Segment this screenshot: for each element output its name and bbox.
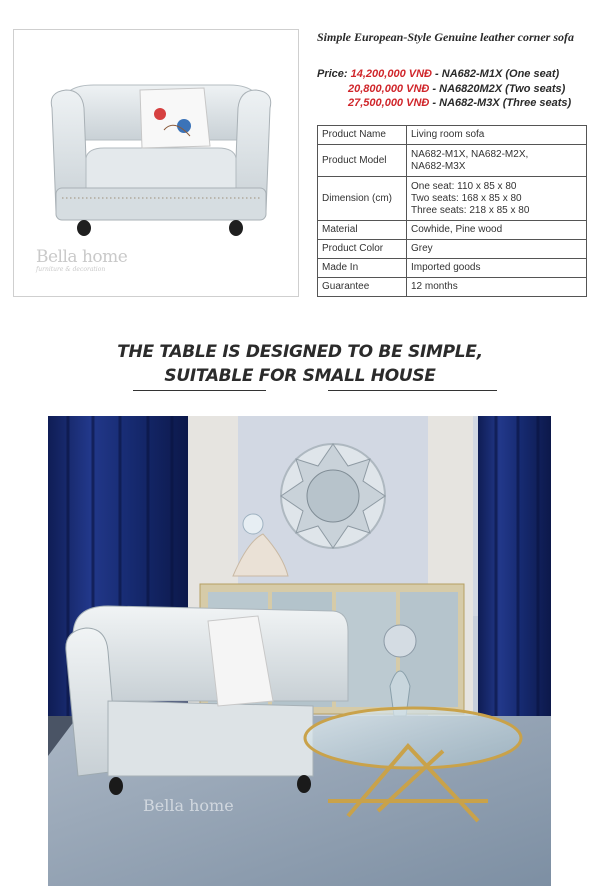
price-separator: - [435, 68, 439, 80]
price-row-two-seats [317, 82, 597, 97]
spec-label: Product Color [318, 240, 407, 259]
spec-label: Dimension (cm) [318, 177, 407, 221]
spec-label: Product Name [318, 126, 407, 145]
spec-label: Material [318, 221, 407, 240]
spec-label: Guarantee [318, 278, 407, 297]
spec-label: Made In [318, 259, 407, 278]
section-headline [0, 340, 600, 388]
headline-line-2: SUITABLE FOR SMALL HOUSE [164, 366, 436, 386]
price-label: Price: [317, 68, 348, 80]
spec-value: Imported goods [407, 259, 587, 278]
table-row [318, 221, 587, 240]
price-row-three-seats [317, 96, 597, 111]
table-row [318, 126, 587, 145]
table-row [318, 145, 587, 177]
room-scene-photo [48, 416, 551, 886]
price-row-one-seat [317, 67, 597, 82]
spec-value: Living room sofa [407, 126, 587, 145]
price-code: NA682-M3X (Three seats) [439, 97, 572, 109]
spec-value: One seat: 110 x 85 x 80 Two seats: 168 x 85 x 80 Three seats: 218 x 85 x 80 [407, 177, 587, 221]
svg-text:Bella home: Bella home [143, 796, 234, 815]
price-list [317, 67, 597, 111]
mirror [281, 444, 385, 548]
price-value: 20,800,000 VNĐ [348, 82, 430, 95]
room-scene-image [48, 416, 551, 886]
price-code: NA682-M1X (One seat) [441, 68, 560, 80]
price-separator: - [432, 82, 437, 95]
brand-name: Bella home [36, 247, 128, 267]
price-value: 27,500,000 VNĐ [348, 97, 430, 109]
spec-value: Grey [407, 240, 587, 259]
price-code: NA6820M2X (Two seats) [439, 82, 566, 95]
spec-value: 12 months [407, 278, 587, 297]
spec-label: Product Model [318, 145, 407, 177]
spec-value: Cowhide, Pine wood [407, 221, 587, 240]
headline-underline-right [328, 390, 497, 391]
spec-value: NA682-M1X, NA682-M2X, NA682-M3X [407, 145, 587, 177]
brand-tagline: furniture & decoration [36, 266, 106, 273]
price-separator: - [432, 97, 437, 109]
table-row [318, 240, 587, 259]
spec-table [317, 125, 587, 297]
headline-underline-left [133, 390, 266, 391]
headline-line-1: THE TABLE IS DESIGNED TO BE SIMPLE, [117, 342, 483, 362]
table-row [318, 177, 587, 221]
product-photo-frame [13, 29, 299, 297]
table-row [318, 278, 587, 297]
table-row [318, 259, 587, 278]
price-value: 14,200,000 VNĐ [350, 68, 432, 80]
brand-watermark [36, 247, 127, 273]
product-title: Simple European-Style Genuine leather corner sofa [317, 30, 575, 44]
